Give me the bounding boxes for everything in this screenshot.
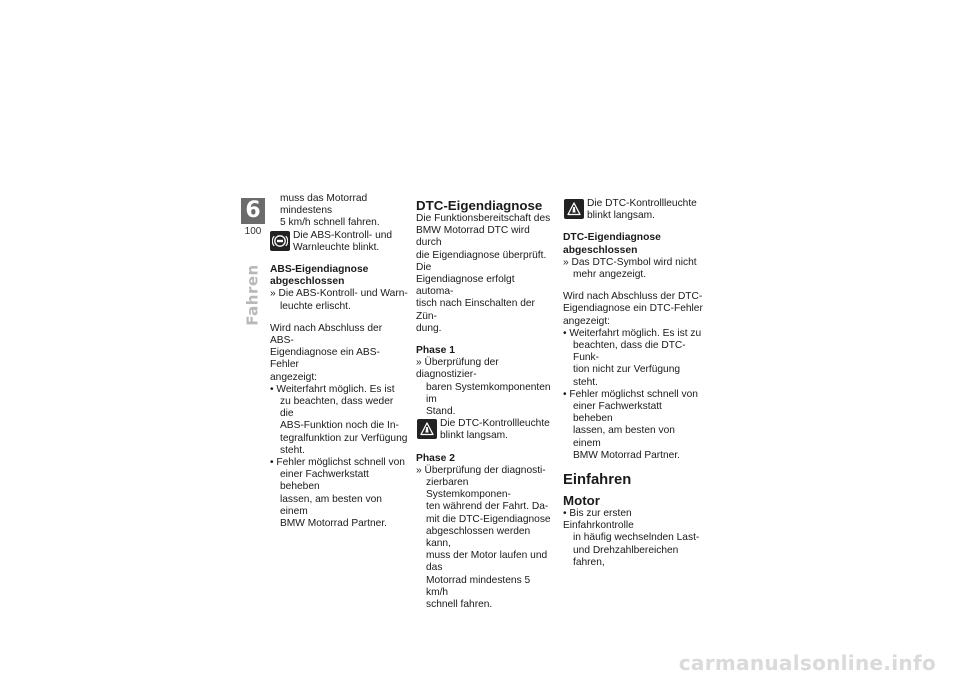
bullet-line: tegralfunktion zur Verfügung — [280, 432, 408, 444]
page-number: 100 — [244, 226, 262, 237]
warning-text: Die DTC-Kontrollleuchte — [587, 198, 697, 209]
dtc-warning-light-icon — [417, 419, 437, 439]
phase-line: » Überprüfung der diagnosti- — [416, 464, 546, 476]
phase-line: ten während der Fahrt. Da- — [426, 501, 549, 513]
chapter-number: 6 — [241, 198, 265, 224]
warning-text: Die ABS-Kontroll- und — [293, 229, 393, 241]
abs-warning-light-icon-glyph — [272, 233, 288, 249]
result-line: leuchte erlischt. — [280, 300, 351, 312]
body-text: Eigendiagnose ein DTC-Fehler — [563, 303, 703, 315]
result-line: mehr angezeigt. — [573, 269, 647, 281]
phase-heading: Phase 1 — [416, 345, 455, 357]
warning-text: blinkt langsam. — [587, 210, 655, 222]
lead-line: 5 km/h schnell fahren. — [280, 217, 380, 229]
bullet-line: • Weiterfahrt möglich. Es ist — [270, 383, 395, 395]
dtc-warning-light-icon-glyph — [566, 201, 582, 217]
dtc-warning-light-icon — [564, 199, 584, 219]
phase-line: zierbaren Systemkomponen- — [426, 477, 511, 501]
bullet-line: und Drehzahlbereichen fahren, — [573, 544, 679, 568]
abs-warning-note — [270, 230, 408, 254]
lead-line: muss das Motorrad mindestens — [280, 193, 368, 217]
bullet-line: in häufig wechselnden Last- — [573, 532, 700, 544]
abs-warning-light-icon — [270, 231, 290, 251]
bullet-line: zu beachten, dass weder die — [280, 396, 394, 420]
bullet-line: einer Fachwerkstatt beheben — [573, 401, 662, 425]
section-heading: ABS-Eigendiagnose — [270, 264, 369, 276]
dtc-warning-note — [416, 418, 554, 442]
result-line: » Das DTC-Symbol wird nicht — [563, 256, 697, 268]
bullet-line: beachten, dass die DTC-Funk- — [573, 340, 686, 364]
main-heading-einfahren: Einfahren — [563, 472, 632, 489]
bullet-line: • Bis zur ersten Einfahrkontrolle — [563, 508, 634, 532]
phase-line: schnell fahren. — [426, 599, 493, 611]
warning-text: blinkt langsam. — [440, 430, 508, 442]
bullet-line: lassen, am besten von einem — [280, 493, 382, 517]
section-heading: DTC-Eigendiagnose — [563, 232, 661, 244]
body-text: Eigendiagnose ein ABS-Fehler — [270, 347, 380, 371]
body-text: Die Funktionsbereitschaft des — [416, 213, 551, 224]
body-text: Wird nach Abschluss der ABS- — [270, 322, 383, 347]
sub-heading-motor: Motor — [563, 493, 600, 509]
body-text: angezeigt: — [270, 371, 318, 383]
dtc-warning-note — [563, 198, 703, 222]
section-heading: abgeschlossen — [563, 244, 638, 256]
body-text: angezeigt: — [563, 315, 611, 327]
section-heading: DTC-Eigendiagnose — [416, 198, 543, 213]
bullet-line: ABS-Funktion noch die In- — [280, 420, 399, 432]
phase-line: baren Systemkomponenten im — [426, 381, 551, 405]
phase-line: Motorrad mindestens 5 km/h — [426, 574, 531, 598]
dtc-warning-light-icon-glyph — [419, 421, 435, 437]
bullet-line: BMW Motorrad Partner. — [573, 449, 680, 461]
bullet-line: • Fehler möglichst schnell von — [563, 388, 698, 400]
body-text: Wird nach Abschluss der DTC- — [563, 291, 703, 303]
warning-text: Warnleuchte blinkt. — [293, 241, 380, 253]
chapter-title: Fahren — [244, 264, 263, 326]
bullet-line: • Weiterfahrt möglich. Es ist zu — [563, 327, 702, 339]
body-text: tisch nach Einschalten der Zün- — [416, 298, 535, 322]
column-1 — [270, 193, 408, 530]
bullet-line: BMW Motorrad Partner. — [280, 518, 387, 530]
column-3 — [563, 198, 703, 569]
phase-line: » Überprüfung der diagnostizier- — [416, 357, 499, 381]
phase-line: Stand. — [426, 406, 456, 418]
bullet-line: einer Fachwerkstatt beheben — [280, 469, 369, 493]
bullet-line: steht. — [280, 444, 305, 456]
watermark: carmanualsonline.info — [678, 651, 936, 675]
body-text: Eigendiagnose erfolgt automa- — [416, 274, 515, 298]
bullet-line: • Fehler möglichst schnell von — [270, 457, 405, 469]
phase-line: mit die DTC-Eigendiagnose — [426, 513, 551, 525]
phase-heading: Phase 2 — [416, 452, 455, 464]
body-text: dung. — [416, 322, 442, 334]
phase-line: abgeschlossen werden kann, — [426, 525, 531, 550]
body-text: die Eigendiagnose überprüft. Die — [416, 249, 547, 273]
warning-text: Die DTC-Kontrollleuchte — [440, 418, 550, 430]
phase-line: muss der Motor laufen und das — [426, 550, 548, 574]
bullet-line: tion nicht zur Verfügung steht. — [573, 364, 681, 388]
bullet-line: lassen, am besten von einem — [573, 425, 675, 449]
section-heading: abgeschlossen — [270, 276, 345, 288]
column-2 — [416, 198, 554, 611]
result-line: » Die ABS-Kontroll- und Warn- — [270, 288, 408, 300]
body-text: BMW Motorrad DTC wird durch — [416, 225, 530, 249]
